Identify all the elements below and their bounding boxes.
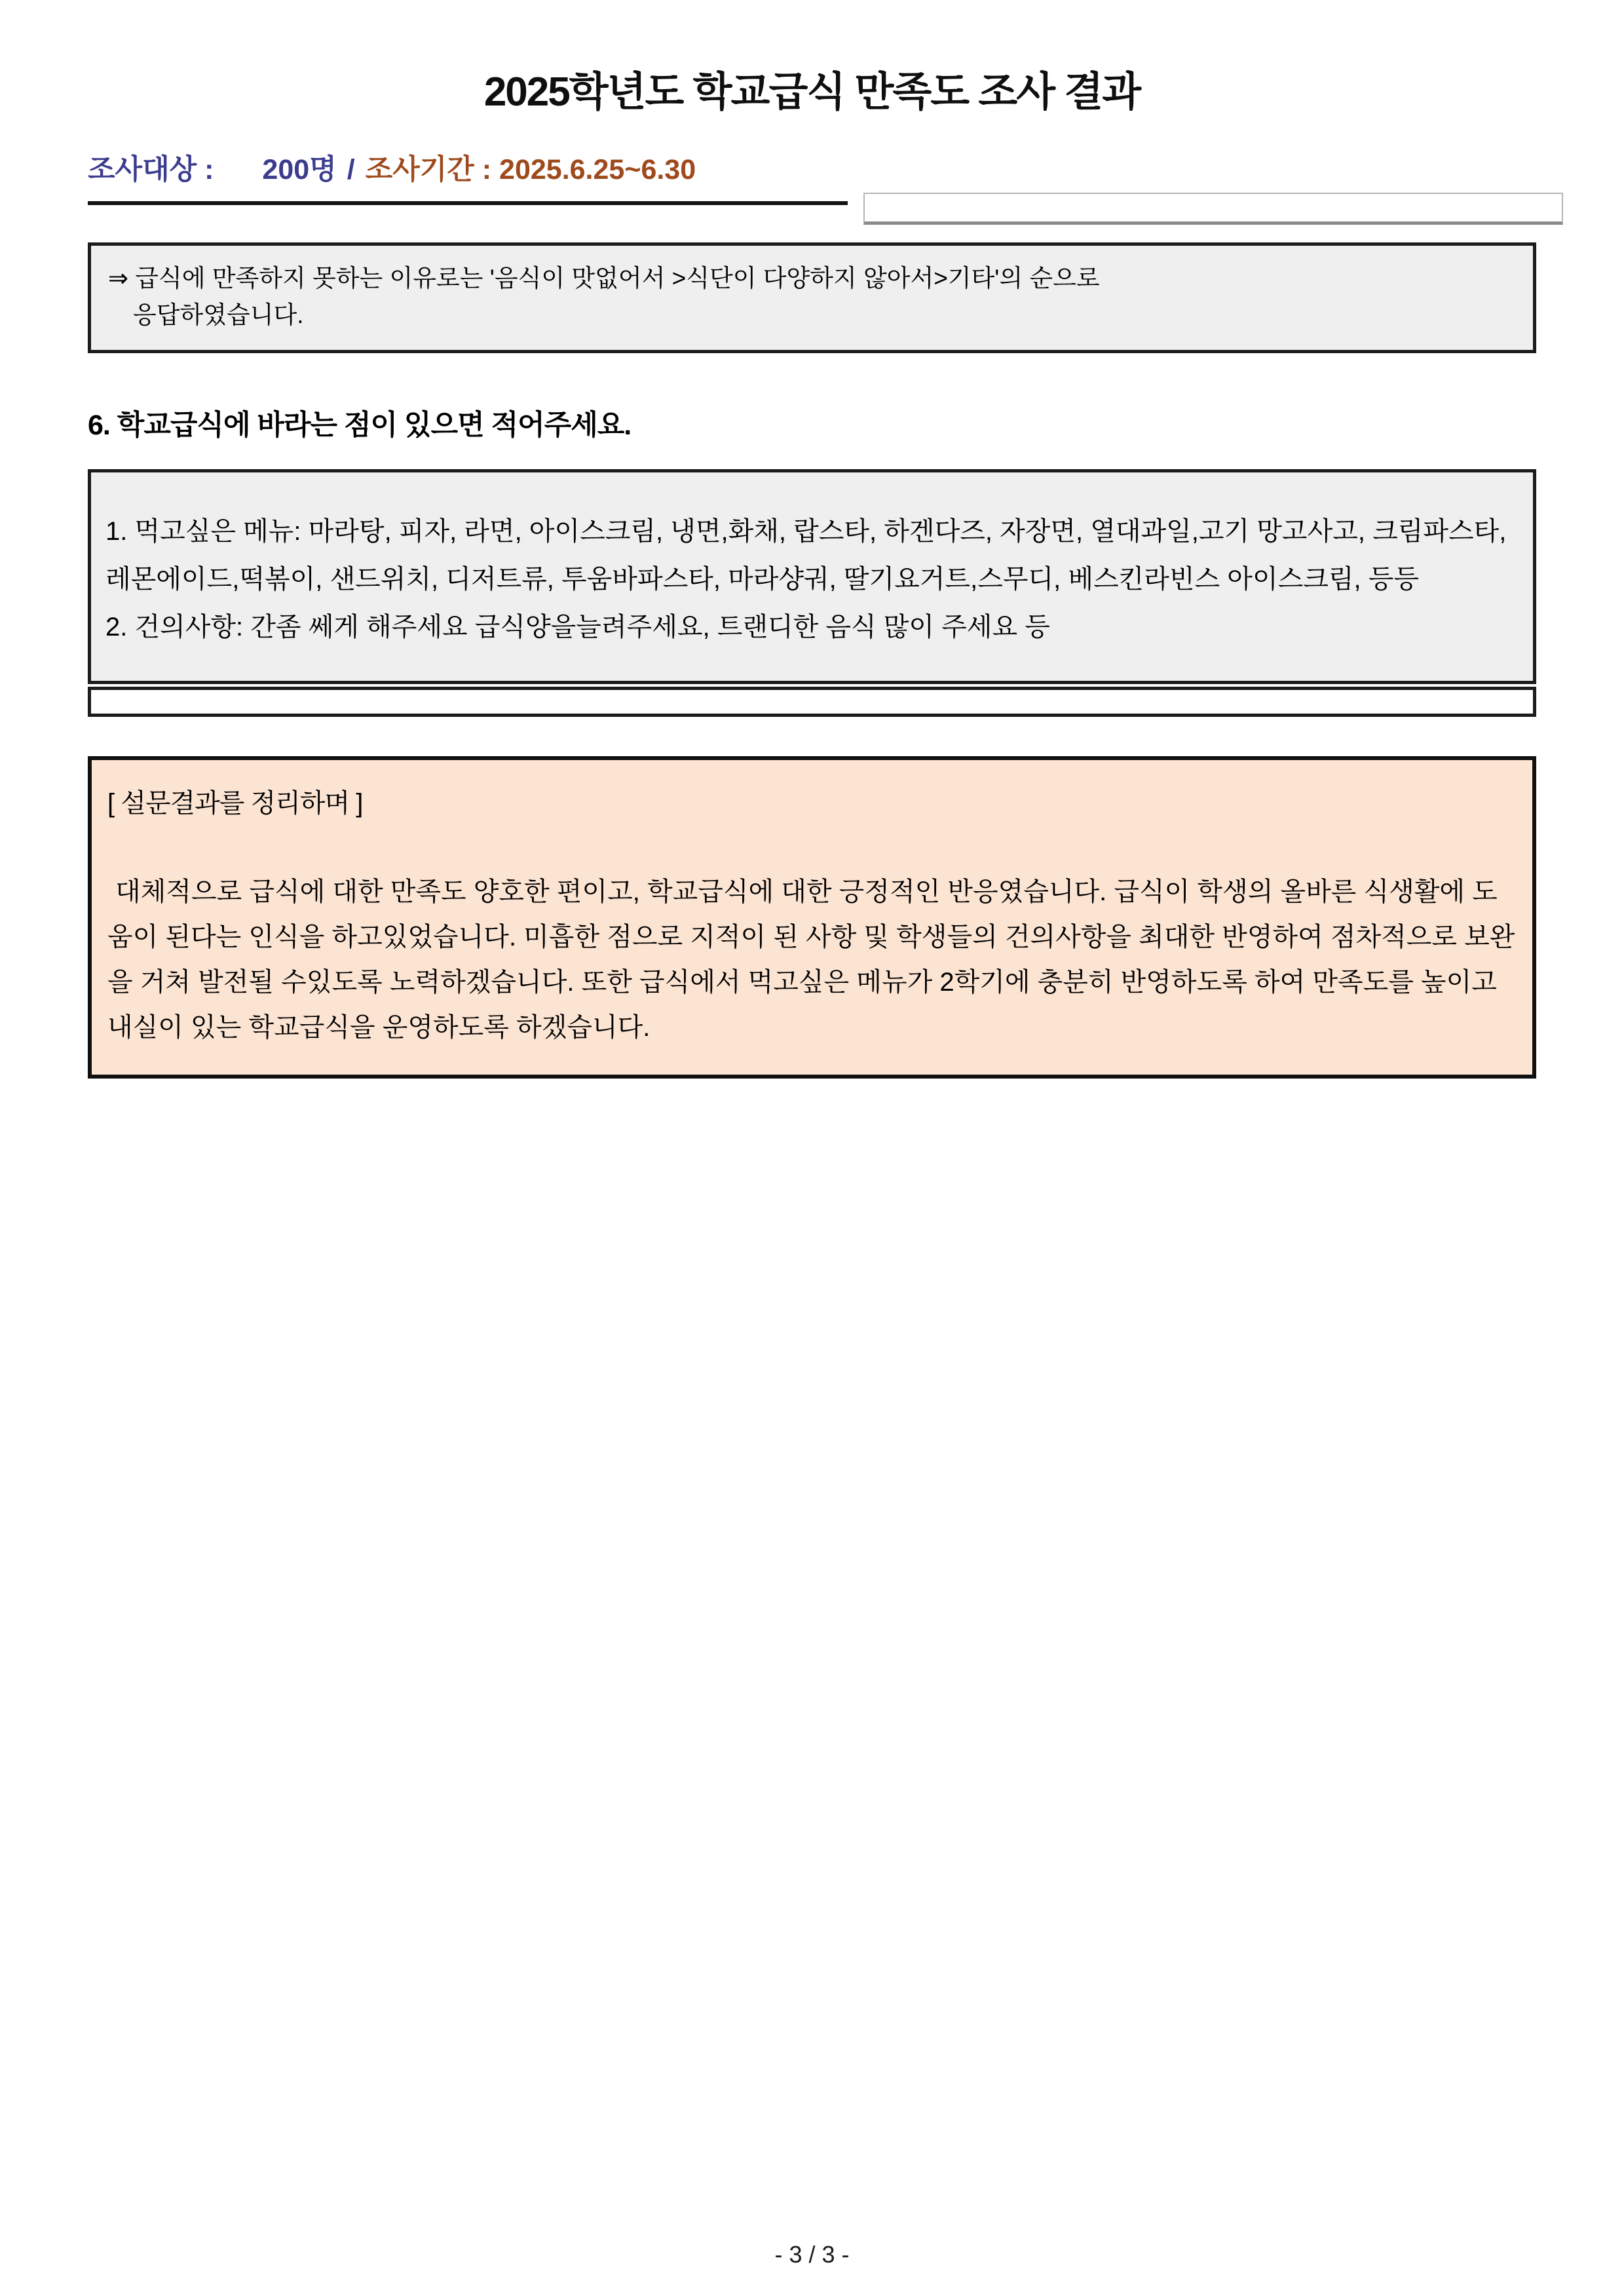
answer-item-suggestions: 2. 건의사항: 간좀 쎄게 해주세요 급식양을늘려주세요, 트랜디한 음식 많이 주세요 등 xyxy=(105,612,1050,641)
survey-period: 조사기간 : 2025.6.25~6.30 xyxy=(365,154,696,185)
empty-field-box xyxy=(863,193,1563,225)
page-title: 2025학년도 학교급식 만족도 조사 결과 xyxy=(483,69,1141,115)
survey-target-label: 조사대상 : xyxy=(88,154,214,185)
question6-heading: 6. 학교급식에 바라는 점이 있으면 적어주세요. xyxy=(88,410,632,441)
closing-heading: [ 설문결과를 정리하며 ] xyxy=(107,789,363,818)
meta-separator: / xyxy=(347,154,355,185)
reason-note-line-1: ⇒ 급식에 만족하지 못하는 이유로는 '음식이 맛없어서 >식단이 다양하지 않아서>기타'의 순으로 xyxy=(108,265,1100,292)
closing-body: 대체적으로 급식에 대한 만족도 양호한 편이고, 학교급식에 대한 긍정적인 반응였습니다. 급식이 학생의 올바른 식생활에 도움이 된다는 인식을 하고있었습니다. 미흡한 점으로 지적이 된 사항 및 학생들의 건의사항을 최대한 반영하여 점차적으로 보완을 거쳐 발전될 수있도록 노력하겠습니다. 또한 급식에서 먹고싶은 메뉴가 2학기에 충분히 반영하도록 하여 만족도를 높이고 내실이 있는 학교급식을 운영하도록 하겠습니다. xyxy=(107,877,1515,1042)
divider-rule xyxy=(88,201,848,205)
reason-note-box xyxy=(88,242,1536,353)
question6-answers-box xyxy=(88,469,1536,684)
survey-target-value: 200명 xyxy=(262,154,337,185)
survey-meta-row xyxy=(88,147,1536,187)
closing-summary-box xyxy=(88,756,1536,1079)
empty-strip-box xyxy=(88,687,1536,717)
reason-note-line-2: 응답하였습니다. xyxy=(133,301,304,328)
divider-row xyxy=(88,193,1536,224)
page-number: - 3 / 3 - xyxy=(774,2241,850,2268)
answer-item-menu: 1. 먹고싶은 메뉴: 마라탕, 피자, 라면, 아이스크림, 냉면,화채, 랍스타, 하겐다즈, 자장면, 열대과일,고기 망고사고, 크림파스타, 레몬에이드,떡볶이, 샌드위치, 디저트류, 투움바파스타, 마라샹궈, 딸기요거트,스무디, 베스킨라빈스 아이스크림, 등등 xyxy=(105,517,1507,594)
